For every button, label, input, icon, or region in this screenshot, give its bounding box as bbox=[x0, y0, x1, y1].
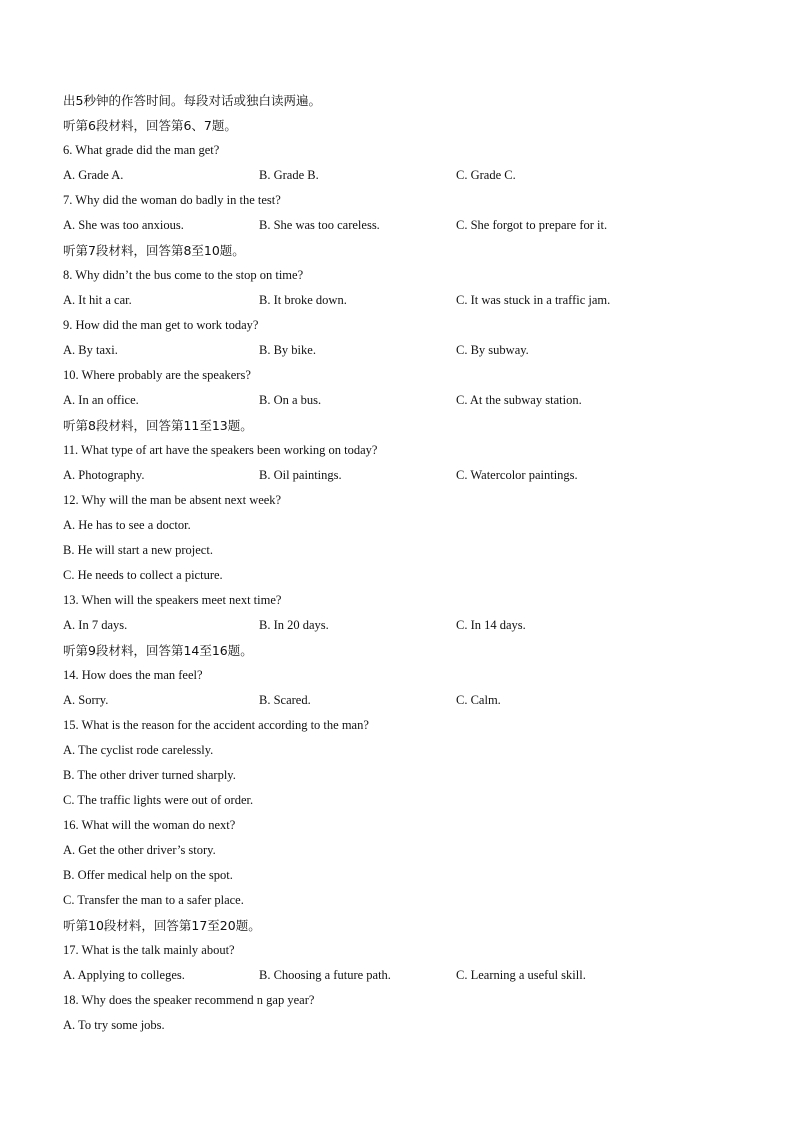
question-line: 7. Why did the woman do badly in the test? bbox=[63, 193, 281, 207]
option-c: C. In 14 days. bbox=[456, 618, 526, 632]
option-c: C. At the subway station. bbox=[456, 393, 582, 407]
option-c: C. Grade C. bbox=[456, 168, 516, 182]
question-line: 17. What is the talk mainly about? bbox=[63, 943, 235, 957]
option-c: C. By subway. bbox=[456, 343, 529, 357]
question-line: C. The traffic lights were out of order. bbox=[63, 793, 254, 807]
option-b: B. On a bus. bbox=[259, 393, 322, 407]
question-line: 16. What will the woman do next? bbox=[63, 818, 236, 832]
section-instruction: 听第7段材料，回答第8至10题。 bbox=[63, 243, 245, 258]
option-a: A. In an office. bbox=[63, 393, 139, 407]
question-line: 8. Why didn’t the bus come to the stop on time? bbox=[63, 268, 304, 282]
section-instruction: 听第9段材料，回答第14至16题。 bbox=[63, 643, 253, 658]
option-row bbox=[63, 613, 743, 638]
section-instruction: 出5秒钟的作答时间。每段对话或独白读两遍。 bbox=[63, 93, 321, 108]
question-line: 9. How did the man get to work today? bbox=[63, 318, 259, 332]
question-line: 12. Why will the man be absent next week? bbox=[63, 493, 282, 507]
question-line: C. Transfer the man to a safer place. bbox=[63, 893, 244, 907]
question-line: 14. How does the man feel? bbox=[63, 668, 203, 682]
question-line: A. Get the other driver’s story. bbox=[63, 843, 216, 857]
option-b: B. It broke down. bbox=[259, 293, 347, 307]
question-line: C. He needs to collect a picture. bbox=[63, 568, 223, 582]
question-line: A. The cyclist rode carelessly. bbox=[63, 743, 214, 757]
option-a: A. By taxi. bbox=[63, 343, 118, 357]
question-line: 18. Why does the speaker recommend n gap year? bbox=[63, 993, 315, 1007]
section-instruction: 听第8段材料，回答第11至13题。 bbox=[63, 418, 253, 433]
option-a: A. In 7 days. bbox=[63, 618, 128, 632]
option-c: C. Calm. bbox=[456, 693, 501, 707]
section-instruction: 听第6段材料，回答第6、7题。 bbox=[63, 118, 237, 133]
option-c: C. Learning a useful skill. bbox=[456, 968, 586, 982]
exam-page bbox=[63, 88, 743, 1038]
option-b: B. Oil paintings. bbox=[259, 468, 342, 482]
question-line: A. He has to see a doctor. bbox=[63, 518, 191, 532]
option-row bbox=[63, 288, 743, 313]
option-row bbox=[63, 688, 743, 713]
option-b: B. By bike. bbox=[259, 343, 316, 357]
question-line: 11. What type of art have the speakers been working on today? bbox=[63, 443, 378, 457]
question-line: 13. When will the speakers meet next time? bbox=[63, 593, 282, 607]
section-instruction: 听第10段材料，回答第17至20题。 bbox=[63, 918, 261, 933]
option-row bbox=[63, 163, 743, 188]
option-a: A. It hit a car. bbox=[63, 293, 132, 307]
option-c: C. She forgot to prepare for it. bbox=[456, 218, 608, 232]
option-a: A. Grade A. bbox=[63, 168, 124, 182]
option-row bbox=[63, 463, 743, 488]
question-line: B. Offer medical help on the spot. bbox=[63, 868, 233, 882]
question-line: B. He will start a new project. bbox=[63, 543, 213, 557]
option-b: B. In 20 days. bbox=[259, 618, 329, 632]
option-row bbox=[63, 338, 743, 363]
question-line: 6. What grade did the man get? bbox=[63, 143, 220, 157]
option-a: A. Photography. bbox=[63, 468, 145, 482]
option-c: C. It was stuck in a traffic jam. bbox=[456, 293, 611, 307]
option-c: C. Watercolor paintings. bbox=[456, 468, 578, 482]
option-row bbox=[63, 388, 743, 413]
question-line: 10. Where probably are the speakers? bbox=[63, 368, 251, 382]
option-a: A. She was too anxious. bbox=[63, 218, 184, 232]
option-b: B. Choosing a future path. bbox=[259, 968, 391, 982]
option-b: B. Grade B. bbox=[259, 168, 319, 182]
option-a: A. Applying to colleges. bbox=[63, 968, 185, 982]
option-a: A. Sorry. bbox=[63, 693, 109, 707]
option-b: B. Scared. bbox=[259, 693, 311, 707]
option-row bbox=[63, 963, 743, 988]
question-line: 15. What is the reason for the accident according to the man? bbox=[63, 718, 369, 732]
question-line: B. The other driver turned sharply. bbox=[63, 768, 236, 782]
option-b: B. She was too careless. bbox=[259, 218, 380, 232]
question-line: A. To try some jobs. bbox=[63, 1018, 165, 1032]
option-row bbox=[63, 213, 743, 238]
